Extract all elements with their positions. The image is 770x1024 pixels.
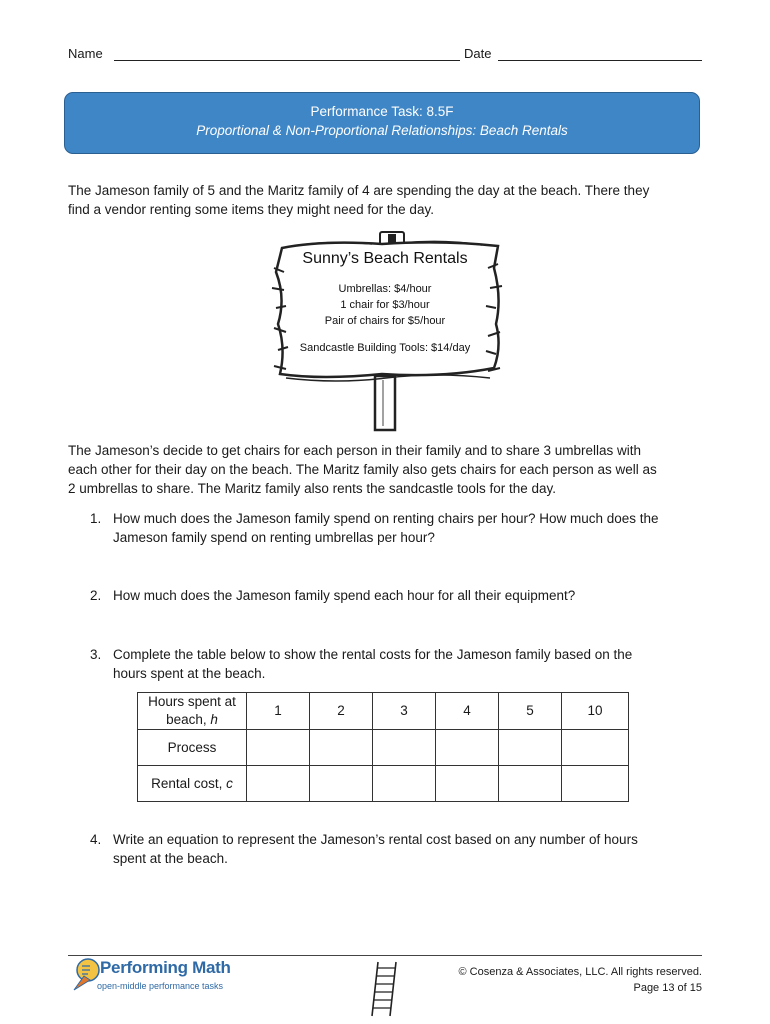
scenario-line-2: each other for their day on the beach. The Maritz family also gets chairs for each person as well as bbox=[68, 462, 657, 477]
hours-header-line-1: Hours spent at bbox=[148, 694, 236, 709]
page-number: Page 13 of 15 bbox=[633, 982, 702, 994]
table-row bbox=[138, 766, 629, 802]
logo-title: Performing Math bbox=[100, 958, 231, 977]
name-date-line bbox=[68, 44, 702, 64]
hours-variable: h bbox=[210, 712, 218, 727]
hours-header-line-2: beach, bbox=[166, 712, 211, 727]
footer-divider bbox=[68, 955, 702, 956]
intro-line-2: find a vendor renting some items they might need for the day. bbox=[68, 202, 434, 217]
cost-answer-cell[interactable] bbox=[499, 766, 562, 802]
sign-item-umbrellas: Umbrellas: $4/hour bbox=[338, 283, 432, 295]
question-number: 4. bbox=[90, 832, 102, 847]
table-row bbox=[138, 693, 629, 730]
sign-item-sandcastle-tools: Sandcastle Building Tools: $14/day bbox=[299, 342, 471, 354]
cost-label-cell bbox=[138, 766, 247, 802]
process-answer-cell[interactable] bbox=[247, 730, 310, 766]
cost-variable: c bbox=[226, 775, 233, 791]
process-answer-cell[interactable] bbox=[562, 730, 629, 766]
question-2 bbox=[90, 586, 710, 606]
rental-cost-table bbox=[137, 692, 629, 802]
cost-answer-cell[interactable] bbox=[562, 766, 629, 802]
hours-cell: 3 bbox=[373, 693, 436, 730]
question-4-line-1: Write an equation to represent the Jameson’s rental cost based on any number of hours bbox=[113, 832, 638, 847]
sign-title: Sunny’s Beach Rentals bbox=[302, 250, 468, 267]
intro-line-1: The Jameson family of 5 and the Maritz family of 4 are spending the day at the beach. There they bbox=[68, 183, 650, 198]
question-4 bbox=[90, 830, 710, 870]
intro-paragraph bbox=[68, 181, 708, 219]
hours-header-cell bbox=[138, 693, 247, 730]
hours-cell: 5 bbox=[499, 693, 562, 730]
task-subtitle: Proportional & Non-Proportional Relationships: Beach Rentals bbox=[196, 123, 568, 138]
cost-label: Rental cost, bbox=[151, 775, 227, 791]
hours-cell: 4 bbox=[436, 693, 499, 730]
question-2-line-1: How much does the Jameson family spend each hour for all their equipment? bbox=[113, 588, 576, 603]
question-1-line-2: Jameson family spend on renting umbrellas per hour? bbox=[113, 530, 435, 545]
name-field[interactable] bbox=[114, 60, 460, 61]
question-number: 2. bbox=[90, 588, 102, 603]
question-4-line-2: spent at the beach. bbox=[113, 851, 228, 866]
process-label-cell: Process bbox=[138, 730, 247, 766]
question-number: 3. bbox=[90, 647, 102, 662]
date-field[interactable] bbox=[498, 60, 702, 61]
sign-item-single-chair: 1 chair for $3/hour bbox=[340, 299, 430, 311]
table-row bbox=[138, 730, 629, 766]
process-answer-cell[interactable] bbox=[499, 730, 562, 766]
task-title: Performance Task: 8.5F bbox=[310, 104, 454, 119]
question-1-line-1: How much does the Jameson family spend on renting chairs per hour? How much does the bbox=[113, 511, 659, 526]
scenario-line-3: 2 umbrellas to share. The Maritz family also rents the sandcastle tools for the day. bbox=[68, 481, 556, 496]
process-answer-cell[interactable] bbox=[436, 730, 499, 766]
ladder-icon bbox=[370, 960, 400, 1018]
date-label: Date bbox=[464, 46, 492, 61]
hours-cell: 1 bbox=[247, 693, 310, 730]
task-banner bbox=[64, 92, 700, 154]
logo-subtitle: open-middle performance tasks bbox=[97, 981, 224, 991]
process-answer-cell[interactable] bbox=[373, 730, 436, 766]
cost-answer-cell[interactable] bbox=[436, 766, 499, 802]
question-1 bbox=[90, 509, 710, 549]
question-3-line-1: Complete the table below to show the rental costs for the Jameson family based on the bbox=[113, 647, 633, 662]
cost-answer-cell[interactable] bbox=[247, 766, 310, 802]
cost-answer-cell[interactable] bbox=[373, 766, 436, 802]
cost-answer-cell[interactable] bbox=[310, 766, 373, 802]
hours-cell: 2 bbox=[310, 693, 373, 730]
hours-cell: 10 bbox=[562, 693, 629, 730]
name-label: Name bbox=[68, 46, 103, 61]
scenario-line-1: The Jameson’s decide to get chairs for each person in their family and to share 3 umbrellas with bbox=[68, 443, 642, 458]
question-number: 1. bbox=[90, 511, 102, 526]
process-answer-cell[interactable] bbox=[310, 730, 373, 766]
sign-item-chair-pair: Pair of chairs for $5/hour bbox=[324, 315, 446, 327]
question-3 bbox=[90, 645, 710, 685]
scenario-paragraph bbox=[68, 441, 708, 498]
question-3-line-2: hours spent at the beach. bbox=[113, 666, 266, 681]
copyright-notice: © Cosenza & Associates, LLC. All rights reserved. bbox=[458, 966, 702, 978]
